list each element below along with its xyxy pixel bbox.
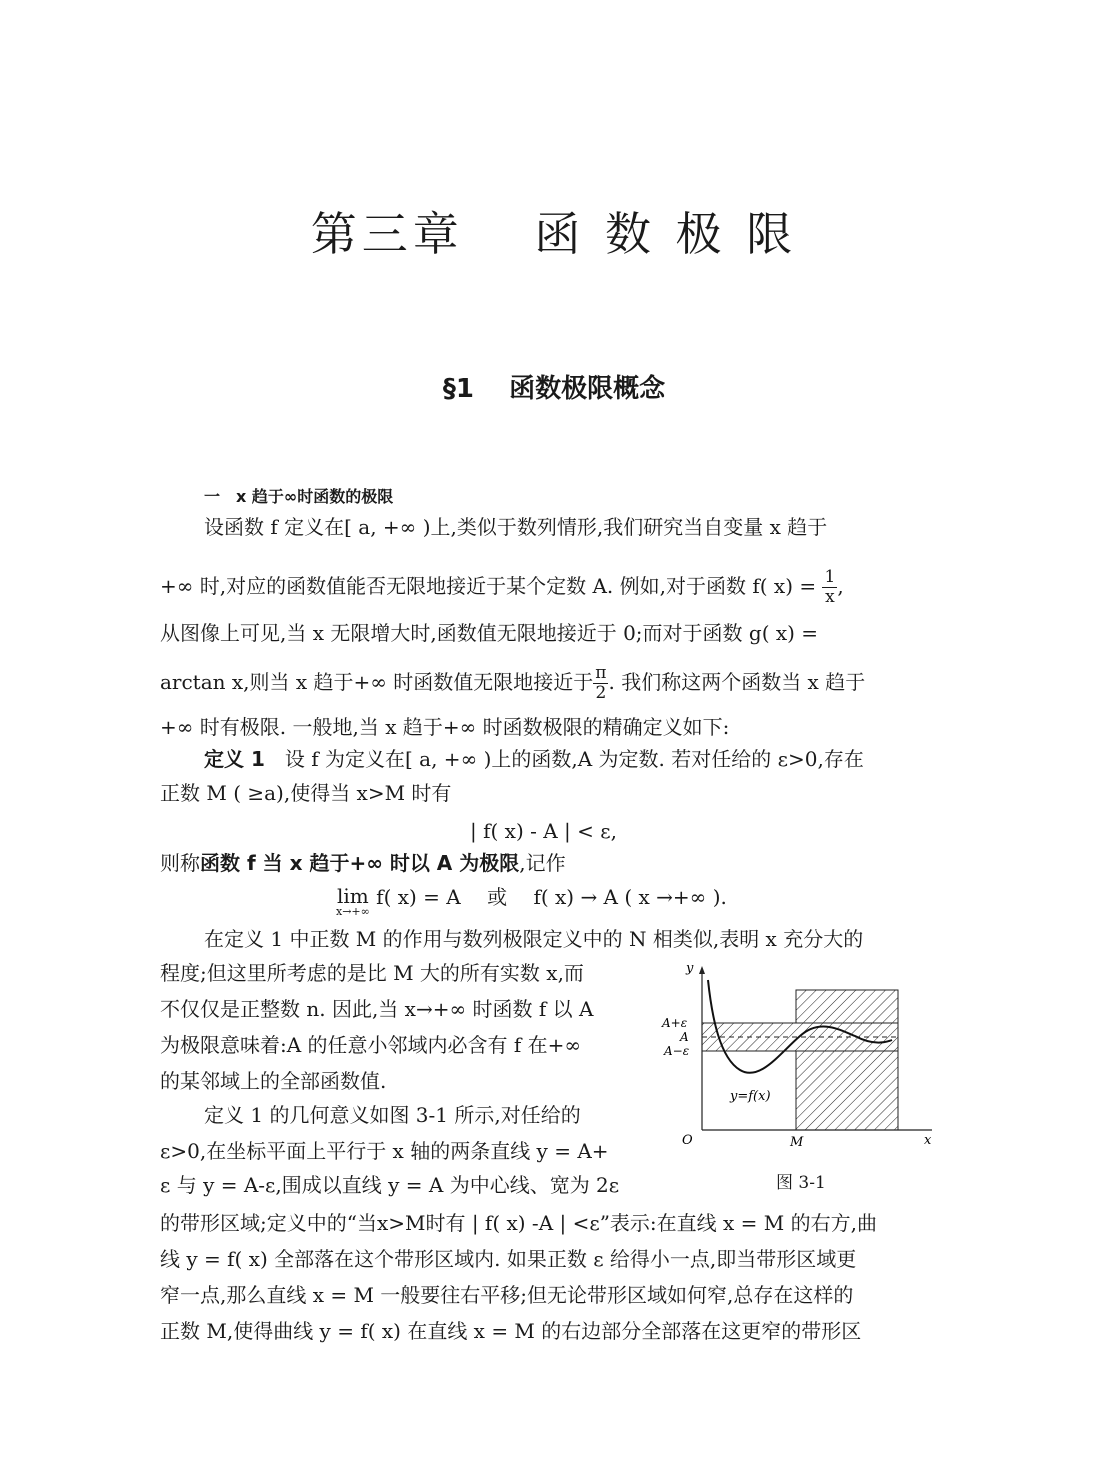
definition-line-1 (204, 748, 864, 770)
hatched-region-lower (796, 1051, 898, 1130)
limit-operator (336, 886, 370, 918)
definition-text: 设 f 为定义在[ a, +∞ )上的函数,A 为定数. 若对任给的 ε>0,存在 (264, 747, 864, 771)
definition-line-3 (160, 852, 566, 874)
m-label: M (790, 1135, 804, 1150)
a-plus-epsilon-label: A+ε (662, 1016, 688, 1030)
lim-subscript: x→+∞ (336, 905, 370, 918)
line-2-text: +∞ 时,对应的函数值能否无限地接近于某个定数 A. 例如,对于函数 f( x) = (160, 574, 823, 598)
paragraph-line-12: 为极限意味着:A 的任意小邻域内必含有 f 在+∞ (160, 1033, 582, 1057)
subsection-heading: 一 x 趋于∞时函数的极限 (204, 487, 394, 506)
x-axis-label: x (924, 1133, 932, 1148)
paragraph-line-16: ε 与 y = A-ε,围成以直线 y = A 为中心线、宽为 2ε (160, 1173, 620, 1197)
line-8-tail: ,记作 (519, 851, 566, 875)
a-minus-epsilon-label: A−ε (664, 1044, 690, 1058)
paragraph-line-9: 在定义 1 中正数 M 的作用与数列极限定义中的 N 相类似,表明 x 充分大的 (204, 927, 864, 951)
line-8-text: 则称 (160, 851, 200, 875)
figure-caption: 图 3-1 (776, 1173, 826, 1193)
formula-epsilon-inequality: | f( x) - A | < ε, (470, 819, 617, 843)
fraction-pi-over-2 (593, 664, 608, 703)
formula-limit-rest: f( x) = A 或 f( x) → A ( x →+∞ ). (369, 885, 727, 909)
paragraph-line-4 (160, 664, 865, 703)
definition-label: 定义 1 (204, 747, 265, 771)
defined-term: 函数 f 当 x 趋于+∞ 时以 A 为极限 (200, 851, 520, 875)
fraction-denominator: 2 (595, 683, 607, 703)
line-4-text: arctan x,则当 x 趋于+∞ 时函数值无限地接近于 (160, 670, 594, 694)
paragraph-line-10: 程度;但这里所考虑的是比 M 大的所有实数 x,而 (160, 961, 584, 985)
paragraph-line-11: 不仅仅是正整数 n. 因此,当 x→+∞ 时函数 f 以 A (160, 997, 594, 1021)
paragraph-line-3: 从图像上可见,当 x 无限增大时,函数值无限地接近于 0;而对于函数 g( x) = (160, 621, 819, 645)
definition-line-2: 正数 M ( ≥a),使得当 x>M 时有 (160, 781, 452, 805)
paragraph-line-1: 设函数 f 定义在[ a, +∞ )上,类似于数列情形,我们研究当自变量 x 趋于 (204, 515, 828, 539)
figure-3-1 (650, 958, 950, 1198)
paragraph-line-19: 窄一点,那么直线 x = M 一般要往右平移;但无论带形区域如何窄,总存在这样的 (160, 1283, 854, 1307)
y-axis-arrow (699, 966, 705, 974)
fraction-numerator: 1 (824, 567, 836, 587)
paragraph-line-17: 的带形区域;定义中的“当x>M时有 | f( x) -A | <ε”表示:在直线 x = M 的右方,曲 (160, 1211, 877, 1235)
y-axis-label: y (686, 961, 694, 976)
hatched-region-upper (796, 990, 898, 1023)
chapter-title: 第三章 函 数 极 限 (310, 207, 798, 261)
curve-label: y=f(x) (730, 1089, 771, 1104)
fraction-numerator: π (595, 663, 607, 683)
a-label: A (680, 1030, 689, 1044)
origin-label: O (682, 1133, 693, 1148)
paragraph-line-15: ε>0,在坐标平面上平行于 x 轴的两条直线 y = A+ (160, 1139, 609, 1163)
formula-limit (336, 886, 727, 918)
paragraph-line-5: +∞ 时有极限. 一般地,当 x 趋于+∞ 时函数极限的精确定义如下: (160, 715, 730, 739)
paragraph-line-20: 正数 M,使得曲线 y = f( x) 在直线 x = M 的右边部分全部落在这更窄的带形区 (160, 1319, 862, 1343)
lim-text: lim (337, 884, 369, 908)
line-4-tail: . 我们称这两个函数当 x 趋于 (608, 670, 866, 694)
fraction-one-over-x (822, 568, 837, 607)
section-title: §1 函数极限概念 (442, 374, 666, 404)
paragraph-line-13: 的某邻域上的全部函数值. (160, 1069, 387, 1093)
line-2-tail: , (837, 574, 844, 598)
fraction-denominator: x (825, 587, 835, 607)
paragraph-line-14: 定义 1 的几何意义如图 3-1 所示,对任给的 (204, 1103, 581, 1127)
paragraph-line-18: 线 y = f( x) 全部落在这个带形区域内. 如果正数 ε 给得小一点,即当带形区域更 (160, 1247, 857, 1271)
paragraph-line-2 (160, 568, 844, 607)
